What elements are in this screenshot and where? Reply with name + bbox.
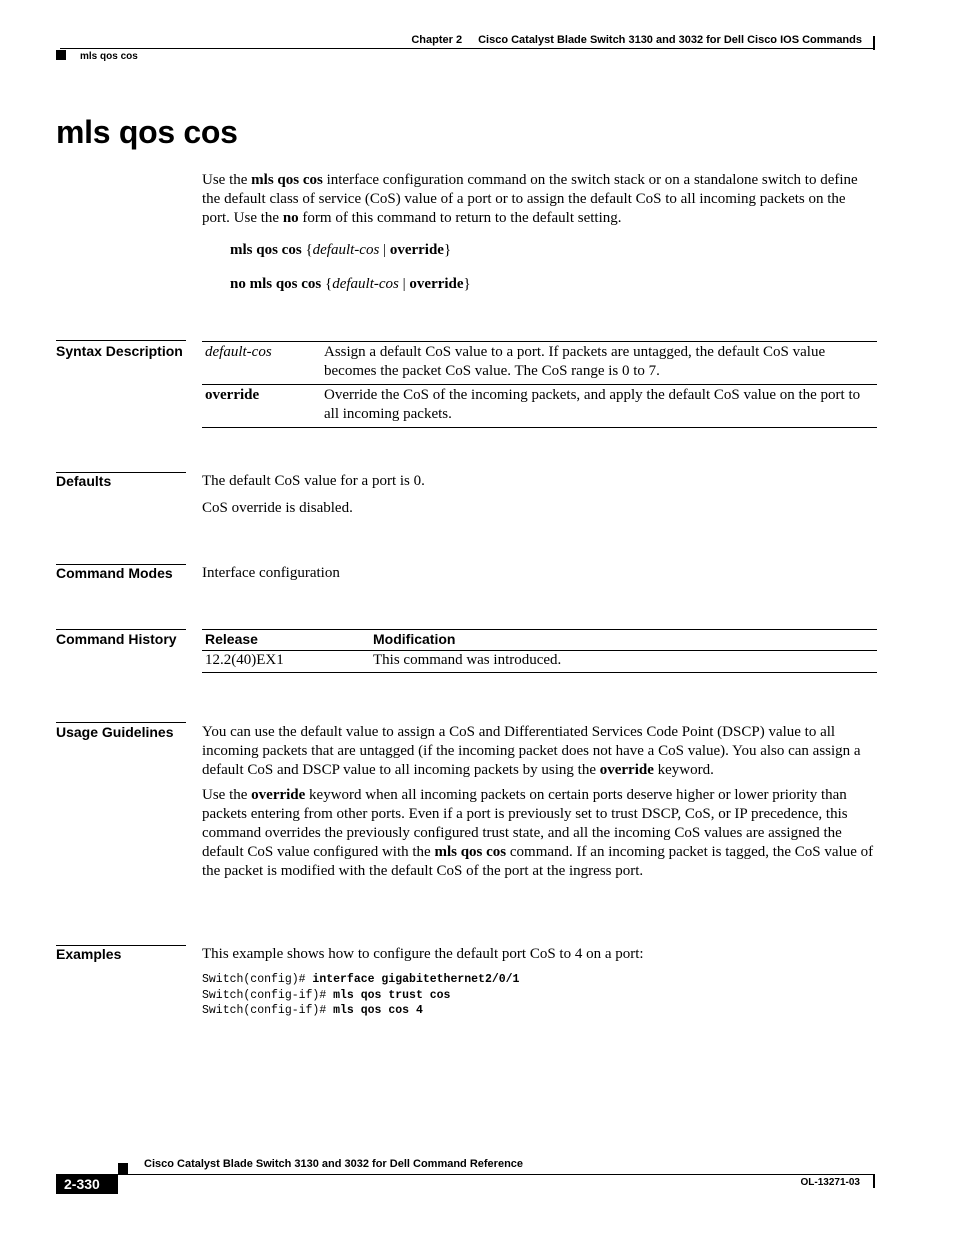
chapter-label: Chapter 2 [411,34,463,46]
usage-keyword: override [251,787,306,803]
defaults-text: CoS override is disabled. [202,500,353,516]
usage-text: You can use the default value to assign a CoS and Differentiated Services Code Point (DSCP) value to all incoming packets that are untagged (if the incoming packet does not have a CoS value). You also can assign a default CoS and DSCP value to all incoming packets by using the [202,724,861,778]
intro-text: interface configuration command on the switch stack or on a standalone switch to define the default class of service (CoS) value of a port or to assign the default CoS to all incoming packets on the port. Use the [202,172,858,226]
usage-text: command. If an incoming packet is tagged, the CoS value of the packet is modified with the default CoS of the port at the ingress port. [202,844,874,879]
usage-keyword: override [599,762,654,778]
syntax-keyword: default-cos [205,344,272,360]
syntax-table [202,341,877,428]
intro-no-keyword: no [282,210,299,226]
column-header: Release [202,630,370,651]
syntax-brace: } [463,276,471,292]
table-header-row [202,630,877,651]
syntax-keyword: override [389,242,444,258]
code-prompt: Switch(config)# [202,973,313,986]
footer-rule [118,1174,875,1175]
code-prompt: Switch(config-if)# [202,1004,334,1017]
syntax-brace: { [301,242,313,258]
syntax-keyword-cell [202,385,321,428]
code-line [202,972,519,988]
history-table [202,629,877,673]
page-title: mls qos cos [56,114,238,150]
syntax-separator: | [379,242,390,258]
syntax-argument: default-cos [332,276,399,292]
section-title-command-history: Command History [56,631,177,647]
syntax-separator: | [398,276,410,292]
section-title-examples: Examples [56,946,122,962]
syntax-keyword-cell [202,342,321,385]
syntax-line [230,276,471,293]
section-title-command-modes: Command Modes [56,565,173,581]
syntax-brace: } [443,242,452,258]
book-title: Cisco Catalyst Blade Switch 3130 and 3032 for Dell Cisco IOS Commands [478,34,862,46]
syntax-command: no mls qos cos [230,276,322,292]
code-command: mls qos cos 4 [333,1004,423,1017]
section-title-defaults: Defaults [56,473,112,489]
document-id: OL-13271-03 [800,1177,860,1188]
intro-text: Use the [202,172,252,188]
command-modes-text: Interface configuration [202,565,340,581]
footer-title: Cisco Catalyst Blade Switch 3130 and 3032 for Dell Command Reference [144,1158,524,1170]
header-chapter [411,34,862,46]
header-rule [60,48,874,49]
footer-right-bar [873,1174,875,1188]
section-rule [56,722,186,723]
code-prompt: Switch(config-if)# [202,988,334,1002]
table-row [202,342,877,385]
usage-text: Use the [202,787,252,803]
defaults-text: The default CoS value for a port is 0. [202,473,425,489]
section-title-syntax-description: Syntax Description [56,343,183,359]
column-header: Modification [370,630,877,651]
syntax-argument: default-cos [312,242,380,258]
syntax-description-cell: Override the CoS of the incoming packets, and apply the default CoS value on the port to all incoming packets. [321,385,877,428]
page-number: 2-330 [64,1176,100,1192]
intro-paragraph [202,171,877,228]
intro-command: mls qos cos [251,172,323,188]
examples-intro: This example shows how to configure the default port CoS to 4 on a port: [202,946,644,962]
usage-text: keyword when all incoming packets on certain ports deserve higher or lower priority than packets entering from other ports. Even if a port is previously set to trust DSCP, CoS, or IP precedence, this command overrides the previously configured trust state, and all the incoming CoS values are assigned the default CoS value configured with the [202,787,848,860]
usage-text: keyword. [653,762,714,778]
syntax-keyword: override [205,387,260,403]
code-example [202,972,519,1019]
syntax-command: mls qos cos [230,242,302,258]
header-section: mls qos cos [80,51,138,62]
syntax-brace: { [321,276,333,292]
release-cell: 12.2(40)EX1 [205,652,284,668]
footer-marker [118,1163,128,1174]
usage-paragraph [202,723,877,780]
usage-paragraph [202,786,877,881]
syntax-line [230,242,451,259]
section-rule [56,340,186,341]
code-command: interface gigabitethernet2/0/1 [312,973,520,986]
usage-command: mls qos cos [434,844,507,860]
syntax-description-cell: Assign a default CoS value to a port. If packets are untagged, the default CoS value becomes the packet CoS value. The CoS range is 0 to 7. [324,344,826,379]
code-line [202,988,519,1004]
section-rule [56,629,186,630]
code-command: mls qos trust cos [333,988,451,1002]
intro-text: form of this command to return to the default setting. [298,210,622,226]
modification-cell: This command was introduced. [373,652,562,668]
table-row [202,385,877,428]
section-title-usage-guidelines: Usage Guidelines [56,724,174,740]
syntax-keyword: override [409,276,464,292]
table-row [202,651,877,673]
header-marker [56,50,66,60]
code-line [202,1003,519,1019]
